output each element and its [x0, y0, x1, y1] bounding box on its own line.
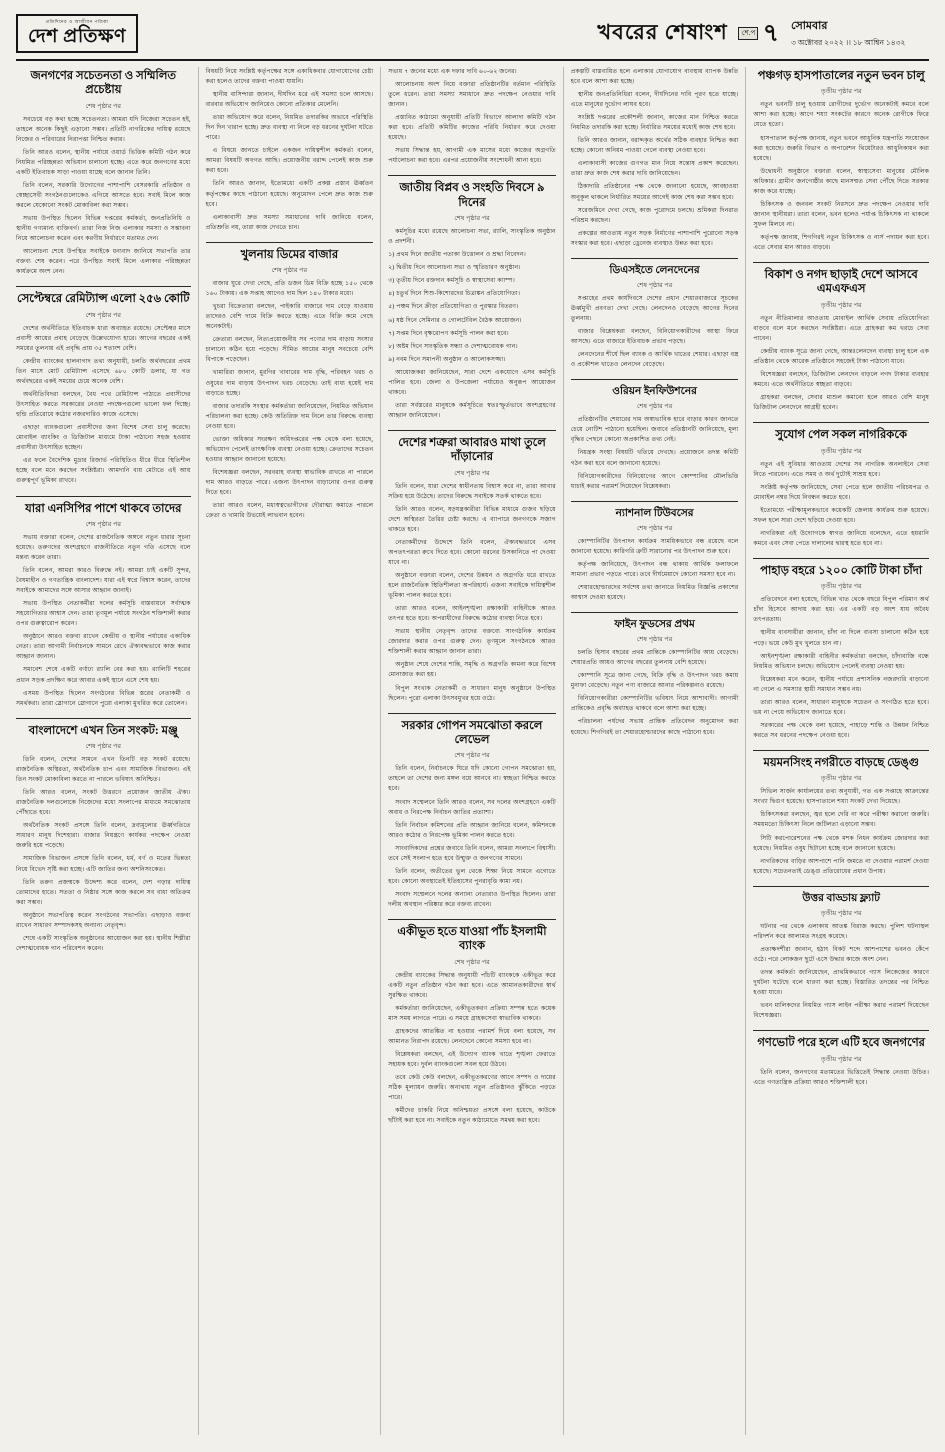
article-fine-foods: [571, 618, 739, 738]
headline: ফাইন ফুডসের প্রথম: [614, 619, 695, 631]
paragraph: স্থানীয় ব্যবসায়ীরা জানান, চাঁদা না দিলে ব্যবসা চালানো কঠিন হয়ে পড়ে। ভয়ে কেউ মুখ খুলতে চান না।: [753, 629, 929, 647]
article-body: [16, 533, 191, 709]
article-body: [388, 971, 556, 1127]
column-5: [746, 67, 929, 1435]
paragraph: কর্তৃপক্ষ জানিয়েছে, উৎপাদন বন্ধ থাকায় আর্থিক ফলাফলে সামান্য প্রভাব পড়তে পারে। তবে দীর্ঘমেয়াদে কোনো সমস্যা হবে না।: [570, 560, 739, 578]
article-body: [388, 764, 556, 910]
article-body: [571, 415, 739, 491]
byline: শেষ পৃষ্ঠার পর: [85, 102, 121, 110]
article-hill-extortion: [753, 564, 929, 741]
list-item: ৮) অষ্টম দিনে সাংস্কৃতিক সন্ধ্যা ও দেশাত্মবোধক গান।: [388, 342, 518, 350]
paragraph: শেষে একটি সাংস্কৃতিক অনুষ্ঠানের আয়োজন করা হয়। স্থানীয় শিল্পীরা দেশাত্মবোধক গান পরিবেশন করেন।: [16, 934, 191, 952]
list-item: ৪) চতুর্থ দিনে শিশু-কিশোরদের চিত্রাঙ্কন প্রতিযোগিতা।: [388, 290, 520, 298]
article-body: [753, 460, 929, 549]
paragraph: অনুষ্ঠানে বক্তারা বলেন, দেশের উন্নয়ন ও অগ্রগতি ধরে রাখতে হলে রাজনৈতিক স্থিতিশীলতা অপরিহার্য। এজন্য সবাইকে দায়িত্বশীল ভূমিকা পালন করতে হবে।: [388, 572, 556, 600]
article-citizen-opportunity: [753, 428, 929, 549]
paragraph: ঘটনার পর থেকে এলাকায় আতঙ্ক বিরাজ করছে। পুলিশ ঘটনাস্থল পরিদর্শন করে আলামত সংগ্রহ করেছে।: [753, 922, 929, 940]
column-1: [16, 67, 199, 1435]
headline: যারা এনসিপির পাশে থাকবে তাদের: [25, 502, 182, 515]
paragraph: সভায় স্থানীয় নেতৃবৃন্দ তাদের বক্তব্যে সাংগঠনিক কার্যক্রম জোরদার করার ওপর গুরুত্ব দেন। তৃণমূলে সংগঠনকে আরও শক্তিশালী করার আহ্বান জানান তারা।: [388, 628, 556, 656]
paragraph: নেতাকর্মীদের উদ্দেশে তিনি বলেন, ঐক্যবদ্ধভাবে এসব অপতৎপরতা রুখে দিতে হবে। কোনো ধরনের উসকানিতে পা দেওয়া যাবে না।: [388, 538, 556, 566]
paragraph: সভায় বক্তারা বলেন, দেশের রাজনৈতিক অঙ্গনে নতুন ধারার সূচনা হয়েছে। তরুণদের অংশগ্রহণে রাজনীতিতে নতুন গতি এসেছে বলে মন্তব্য করেন তারা।: [16, 533, 191, 561]
paragraph: নতুন নীতিমালার আওতায় মোবাইল আর্থিক সেবায় প্রতিযোগিতা বাড়বে বলে মনে করছেন সংশ্লিষ্টরা। এতে গ্রাহকরা কম খরচে সেবা পাবেন।: [753, 314, 929, 342]
article-panchagarh-hospital: [753, 69, 929, 253]
article-referendum: [753, 1036, 929, 1087]
divider: [206, 242, 374, 243]
headline: জাতীয় বিপ্লব ও সংহতি দিবসে ৯ দিনের: [399, 182, 545, 209]
paragraph: তিনি বলেন, নির্বাচনকে ঘিরে যদি কোনো গোপন সমঝোতা হয়, তাহলে তা দেশের জন্য মঙ্গল বয়ে আনবে না। স্বচ্ছতা নিশ্চিত করতে হবে।: [388, 765, 556, 793]
article-body: [388, 67, 556, 166]
article-body: [753, 922, 929, 1021]
paragraph: প্রকল্পের আওতায় নতুন সড়ক নির্মাণের পাশাপাশি পুরোনো সড়ক সংস্কার করা হবে। এছাড়া ড্রেনেজ ব্যবস্থাও উন্নত করা হবে।: [570, 229, 739, 247]
byline: তৃতীয় পৃষ্ঠার পর: [820, 88, 862, 96]
divider: [571, 379, 739, 380]
byline: শেষ পৃষ্ঠার পর: [85, 311, 121, 319]
paragraph: এছাড়া ব্যাংকগুলো প্রবাসীদের জন্য বিশেষ সেবা চালু করেছে। মোবাইল ব্যাংকিং ও ডিজিটাল মাধ্যমে টাকা পাঠানো সহজ হওয়ায় প্রবাসীরা উৎসাহিত হচ্ছেন।: [16, 424, 191, 452]
headline: একীভূত হতে যাওয়া পাঁচ ইসলামী ব্যাংক: [397, 925, 547, 953]
article-body: [753, 314, 929, 413]
paragraph: প্রতিবেদনে বলা হয়েছে, বিভিন্ন খাত থেকে বছরে বিপুল পরিমাণ অর্থ চাঁদা হিসেবে আদায় করা হয়। এর একটি বড় অংশ যায় অবৈধ তৎপরতায়।: [753, 596, 929, 624]
paragraph: কেন্দ্রীয় ব্যাংক সূত্রে জানা গেছে, আন্তঃলেনদেন ব্যবস্থা চালু হলে এক প্রতিষ্ঠান থেকে আরেক প্রতিষ্ঠানে সহজেই টাকা পাঠানো যাবে।: [753, 347, 929, 365]
headline: পাহাড় বহরে ১২০০ কোটি টাকা চাঁদা: [760, 564, 923, 577]
headline: ডিএসইতে লেনদেনের: [609, 264, 700, 276]
paragraph: বিষয়টি নিয়ে সংশ্লিষ্ট কর্তৃপক্ষের সঙ্গে একাধিকবার যোগাযোগের চেষ্টা করা হলেও তাদের বক্তব্য পাওয়া যায়নি।: [205, 68, 374, 86]
list-item: ১) প্রথম দিনে জাতীয় পতাকা উত্তোলন ও শ্রদ্ধা নিবেদন।: [388, 251, 526, 259]
list-item: ২) দ্বিতীয় দিনে আলোচনা সভা ও স্মৃতিচারণ অনুষ্ঠান।: [388, 264, 521, 272]
article-body: [753, 1068, 929, 1088]
paragraph: সভায় সিদ্ধান্ত হয়, আগামী এক মাসের মধ্যে কাজের অগ্রগতি পর্যালোচনা করা হবে। এরপর প্রয়োজনীয় সংশোধনী আনা হবে।: [388, 147, 556, 165]
paragraph: পরিচালনা পর্ষদের সভায় প্রান্তিক প্রতিবেদন অনুমোদন করা হয়েছে। শিগগিরই তা শেয়ারহোল্ডারদের কাছে পাঠানো হবে।: [570, 718, 739, 736]
paragraph: সংবাদ সম্মেলনে তিনি আরও বলেন, সব দলের অংশগ্রহণে একটি অবাধ ও নিরপেক্ষ নির্বাচন জাতির প্রত্যাশা।: [388, 798, 556, 816]
paragraph: তিনি বলেন, যারা দেশের স্বাধীনতায় বিশ্বাস করে না, তারা আবার সক্রিয় হয়ে উঠেছে। তাদের বিরুদ্ধে সবাইকে সতর্ক থাকতে হবে।: [388, 482, 556, 500]
paragraph: তবে কেউ কেউ বলছেন, একীভূতকরণের আগে সম্পদ ও দায়ের সঠিক মূল্যায়ন জরুরি। অন্যথায় নতুন প্রতিষ্ঠানও ঝুঁকিতে পড়তে পারে।: [388, 1074, 556, 1102]
paragraph: দেশের অর্থনীতিতে ইতিবাচক ধারা অব্যাহত রয়েছে। সেপ্টেম্বর মাসে প্রবাসী আয়ের প্রবাহ বেড়েছে উল্লেখযোগ্য হারে। আগের বছরের একই সময়ের তুলনায় এই প্রবৃদ্ধি প্রায় ৩৫ শতাংশ বেশি।: [16, 324, 191, 352]
paragraph: কর্মসূচির মধ্যে রয়েছে আলোচনা সভা, র‌্যালি, সাংস্কৃতিক অনুষ্ঠান ও প্রদর্শনী।: [388, 228, 556, 246]
column-2: [199, 67, 382, 1435]
paragraph: চিকিৎসকরা বলছেন, জ্বর হলে দেরি না করে পরীক্ষা করানো জরুরি। সময়মতো চিকিৎসা নিলে জটিলতা এড়ানো সম্ভব।: [753, 811, 929, 829]
headline: ময়মনসিংহ নগরীতে বাড়ছে ডেঙ্গু: [763, 756, 919, 769]
paragraph: অনুষ্ঠানে আরও বক্তব্য রাখেন কেন্দ্রীয় ও স্থানীয় পর্যায়ের একাধিক নেতা। তারা আগামী নির্বাচনকে সামনে রেখে ঐক্যবদ্ধভাবে কাজ করার আহ্বান জানান।: [16, 633, 191, 661]
paragraph: স্থানীয় জনপ্রতিনিধিরা বলেন, দীর্ঘদিনের দাবি পূরণ হতে যাচ্ছে। এতে মানুষের দুর্ভোগ লাঘব হবে।: [570, 91, 739, 109]
article-body: [571, 67, 739, 249]
byline: শেষ পৃষ্ঠার পর: [636, 281, 673, 289]
paragraph: সংবাদ সম্মেলনে দলের অন্যান্য নেতারাও উপস্থিত ছিলেন। তারা দলীয় অবস্থান পরিষ্কার করে বক্তব্য রাখেন।: [388, 890, 556, 908]
paragraph: ভবন মালিকদের নিয়মিত গ্যাস লাইন পরীক্ষা করার পরামর্শ দিয়েছেন বিশেষজ্ঞরা।: [753, 1002, 929, 1020]
page-number-wrap: [738, 21, 779, 46]
paragraph: ঠিকাদারি প্রতিষ্ঠানের পক্ষ থেকে জানানো হয়েছে, আবহাওয়া অনুকূল থাকলে নির্ধারিত সময়ের আগেই কাজ শেষ করা সম্ভব হবে।: [570, 183, 739, 201]
byline: শেষ পৃষ্ঠার পর: [636, 524, 673, 532]
paragraph: নাগরিকরা এই উদ্যোগকে স্বাগত জানিয়ে বলেছেন, এতে হয়রানি কমবে এবং সেবা পেতে দালালের দ্বারস্থ হতে হবে না।: [753, 529, 929, 547]
paragraph: উদ্বোধনী অনুষ্ঠানে বক্তারা বলেন, স্বাস্থ্যসেবা মানুষের মৌলিক অধিকার। গ্রামীণ জনগোষ্ঠীর কাছে মানসম্মত সেবা পৌঁছে দিতে সরকার কাজ করে যাচ্ছে।: [753, 167, 929, 195]
paragraph: নতুন এই সুবিধার আওতায় দেশের সব নাগরিক অনলাইনে সেবা নিতে পারবেন। এতে সময় ও অর্থ দুটোই সাশ্রয় হবে।: [753, 460, 929, 478]
paragraph: ক্রেতারা বলছেন, নিত্যপ্রয়োজনীয় সব পণ্যের দাম বাড়ায় সংসার চালানো কঠিন হয়ে পড়েছে। সীমিত আয়ের মানুষ সবচেয়ে বেশি বিপাকে পড়েছেন।: [205, 336, 374, 364]
paragraph: সভায় উপস্থিত ছিলেন বিভিন্ন দপ্তরের কর্মকর্তা, জনপ্রতিনিধি ও স্থানীয় গণ্যমান্য ব্যক্তিবর্গ। তারা নিজ নিজ এলাকার সমস্যা ও সম্ভাবনা নিয়ে আলোচনা করেন এবং করণীয় নির্ধারণে মতামত দেন।: [16, 215, 191, 243]
paragraph: সভায় উপস্থিত নেতাকর্মীরা দলের কর্মসূচি বাস্তবায়নে সর্বাত্মক সহযোগিতার আশ্বাস দেন। তারা তৃণমূল পর্যায়ে সংগঠন শক্তিশালী করার ওপর গুরুত্বারোপ করেন।: [16, 600, 191, 628]
article-dse: [571, 264, 739, 370]
paragraph: কেন্দ্রীয় ব্যাংকের হালনাগাদ তথ্য অনুযায়ী, চলতি অর্থবছরের প্রথম তিন মাসে মোট রেমিট্যান্স এসেছে ৬৮০ কোটি ডলার, যা গত অর্থবছরের একই সময়ের চেয়ে অনেক বেশি।: [16, 357, 191, 386]
headline: জনগণের সচেতনতা ও সম্মিলিত প্রচেষ্টায়: [30, 70, 177, 97]
newspaper-logo: [16, 14, 138, 53]
article-body: [753, 595, 929, 741]
paragraph: কর্মীদের চাকরি নিয়ে অনিশ্চয়তা প্রসঙ্গে বলা হয়েছে, কাউকে ছাঁটাই করা হবে না। সবাইকে নতুন কাঠামোতে সমন্বয় করা হবে।: [388, 1107, 556, 1125]
paragraph: শেয়ারহোল্ডারদের সর্বশেষ তথ্য জানাতে নিয়মিত বিজ্ঞপ্তি প্রকাশের আশ্বাস দেওয়া হয়েছে।: [570, 583, 739, 602]
article-body: [753, 100, 929, 253]
divider: [753, 886, 929, 887]
paragraph: নিয়ন্ত্রক সংস্থা বিষয়টি খতিয়ে দেখছে। প্রয়োজনে তদন্ত কমিটি গঠন করা হবে বলে জানানো হয়েছে।: [570, 449, 739, 467]
paragraph: এ বিষয়ে জানতে চাইলে একজন দায়িত্বশীল কর্মকর্তা বলেন, আমরা বিষয়টি অবগত আছি। প্রয়োজনীয় বরাদ্দ পেলেই কাজ শুরু করা হবে।: [205, 147, 374, 175]
paragraph: এসময় উপস্থিত ছিলেন সংগঠনের বিভিন্ন স্তরের নেতাকর্মী ও সমর্থকরা। তারা স্লোগানে স্লোগানে পুরো এলাকা মুখরিত করে তোলেন।: [16, 689, 191, 707]
article-continuation-d1: [571, 67, 739, 249]
divider: [753, 1030, 929, 1031]
headline: উত্তর বাড্ডায় ফ্ল্যাট: [802, 892, 880, 904]
divider: [753, 422, 929, 423]
article-ncp: [16, 502, 191, 709]
headline: বিকাশ ও নগদ ছাড়াই দেশে আসবে এমএফএস: [764, 269, 918, 296]
byline: শেষ পৃষ্ঠার পর: [454, 752, 490, 760]
section-title: খবরের শেষাংশ: [597, 20, 728, 44]
section-title-wrap: [138, 16, 738, 51]
paragraph: তিনি আরও জানান, বরাদ্দকৃত অর্থের সঠিক ব্যবহার নিশ্চিত করা হচ্ছে। কোনো অনিয়ম পাওয়া গেলে ব্যবস্থা নেওয়া হবে।: [570, 137, 739, 155]
paragraph: তিনি বলেন, জনগণের মতামতের ভিত্তিতেই সিদ্ধান্ত নেওয়া উচিত। এতে গণতান্ত্রিক প্রক্রিয়া আরও শক্তিশালী হবে।: [753, 1068, 929, 1086]
paragraph: বিশ্লেষকরা মনে করেন, স্থানীয় পর্যায়ে প্রশাসনিক নজরদারি বাড়ানো না গেলে এ সমস্যার স্থায়ী সমাধান সম্ভব নয়।: [753, 675, 929, 693]
article-body: [206, 279, 374, 521]
article-orion-infusion: [571, 385, 739, 491]
article-body: [16, 324, 191, 487]
paragraph: তারা অভিযোগ করে বলেন, নিয়মিত তদারকির অভাবে পরিস্থিতি দিন দিন খারাপ হচ্ছে। দ্রুত ব্যবস্থা না নিলে বড় ধরনের দুর্ঘটনা ঘটতে পারে।: [205, 114, 374, 142]
headline: বাংলাদেশে এখন তিন সংকট: মঞ্জু: [28, 724, 178, 737]
divider: [571, 501, 739, 502]
masthead: [16, 14, 929, 61]
paragraph: আলোচনায় অংশ নিয়ে বক্তারা প্রতিষ্ঠানটির বর্তমান পরিস্থিতি তুলে ধরেন। তারা সমস্যা সমাধানে দ্রুত পদক্ষেপ নেওয়ার দাবি জানান।: [388, 81, 556, 109]
paragraph: বিনিয়োগকারীদের বিনিয়োগের আগে কোম্পানির মৌলভিত্তি যাচাই করার পরামর্শ দিয়েছেন বিশ্লেষকরা।: [570, 472, 739, 490]
byline: তৃতীয় পৃষ্ঠার পর: [820, 1055, 862, 1063]
paragraph: তিনি বলেন, অতীতের ভুল থেকে শিক্ষা নিয়ে সামনে এগোতে হবে। কোনো অবস্থাতেই ইতিহাসের পুনরাবৃত্তি কাম্য নয়।: [388, 867, 556, 885]
divider: [753, 750, 929, 751]
paragraph: লেনদেনের শীর্ষে ছিল ব্যাংক ও আর্থিক খাতের শেয়ার। এছাড়া বস্ত্র ও প্রকৌশল খাতেও লেনদেন বেড়েছে।: [570, 351, 739, 369]
article-body: [388, 482, 556, 704]
headline: ন্যাশনাল টিউবসের: [615, 507, 694, 519]
article-body: [753, 787, 929, 876]
paragraph: অনুষ্ঠানে সভাপতিত্ব করেন সংগঠনের সভাপতি। এছাড়াও বক্তব্য রাখেন সাধারণ সম্পাদকসহ অন্যান্য নেতৃবৃন্দ।: [16, 911, 191, 929]
byline: শেষ পৃষ্ঠার পর: [636, 403, 673, 411]
list-item: ৬) ষষ্ঠ দিনে সেমিনার ও গোলটেবিল বৈঠক আয়োজন।: [388, 316, 522, 324]
paragraph: স্থানীয় বাসিন্দারা জানান, দীর্ঘদিন ধরে এই সমস্যা চলে আসছে। বারবার অভিযোগ জানিয়েও কোনো প্রতিকার মেলেনি।: [205, 91, 374, 109]
divider: [753, 262, 929, 263]
article-body: [16, 755, 191, 954]
headline: সরকার গোপন সমঝোতা করলে লেভেল: [401, 719, 543, 746]
article-enemies: [388, 436, 556, 704]
divider: [571, 258, 739, 259]
column-4: [564, 67, 747, 1435]
divider: [388, 430, 556, 431]
list-item: ৫) পঞ্চম দিনে ক্রীড়া প্রতিযোগিতা ও পুরস্কার বিতরণ।: [388, 303, 519, 311]
byline: শেষ পৃষ্ঠার পর: [636, 636, 673, 644]
divider: [388, 175, 556, 176]
article-national-revolution-day: [388, 181, 556, 421]
paragraph: বিনিয়োগকারীরা কোম্পানিটির ভবিষ্যৎ নিয়ে আশাবাদী। আগামী প্রান্তিকেও প্রবৃদ্ধি অব্যাহত থাকবে বলে আশা করা হচ্ছে।: [570, 695, 739, 713]
paragraph: বাজার বিশ্লেষকরা বলছেন, বিনিয়োগকারীদের আস্থা ফিরে আসছে। এতে বাজারে ইতিবাচক প্রভাব পড়ছে।: [570, 328, 739, 346]
paragraph: বিশেষজ্ঞরা বলছেন, সরবরাহ ব্যবস্থা স্বাভাবিক রাখতে না পারলে দাম আরও বাড়তে পারে। এজন্য উৎপাদন বাড়ানোর ওপর গুরুত্ব দিতে হবে।: [205, 468, 374, 496]
paragraph: অর্থনীতিবিদরা বলছেন, বৈধ পথে রেমিট্যান্স পাঠাতে প্রবাসীদের উৎসাহিত করতে সরকারের নেওয়া পদক্ষেপগুলো ভালো ফল দিচ্ছে। হুন্ডি প্রতিরোধে কঠোর নজরদারিও কাজে এসেছে।: [16, 391, 191, 419]
page-stamp: শে.প: [738, 27, 758, 41]
article-uttar-badda-flat: [753, 892, 929, 1022]
article-continuation-b1: [206, 67, 374, 233]
paragraph: তিনি আরও জানান, ইতোমধ্যে একটি প্রকল্প প্রস্তাব ঊর্ধ্বতন কর্তৃপক্ষের কাছে পাঠানো হয়েছে। অনুমোদন পেলে দ্রুত কাজ শুরু হবে।: [205, 180, 374, 208]
article-continuation-c1: [388, 67, 556, 166]
byline: শেষ পৃষ্ঠার পর: [85, 520, 121, 528]
paragraph: খুচরা বিক্রেতারা বলছেন, পাইকারি বাজারে দাম বেড়ে যাওয়ায় তাদেরও বেশি দামে বিক্রি করতে হচ্ছে। এতে বিক্রি কমে গেছে অনেকটাই।: [205, 303, 374, 331]
list-item: ৭) সপ্তম দিনে বৃক্ষরোপণ কর্মসূচি পালন করা হবে।: [388, 329, 509, 337]
article-body: [16, 115, 191, 278]
byline: শেষ পৃষ্ঠার পর: [85, 743, 121, 751]
column-grid: [16, 67, 929, 1435]
headline: পঞ্চগড় হাসপাতালের নতুন ভবন চালু: [757, 70, 925, 82]
list-item: ৩) তৃতীয় দিনে রক্তদান কর্মসূচি ও স্বাস্থ্যসেবা ক্যাম্প।: [388, 277, 515, 285]
paragraph: তদন্ত কর্মকর্তা জানিয়েছেন, প্রাথমিকভাবে গ্যাস লিকেজের কারণে দুর্ঘটনা ঘটেছে বলে ধারণা করা হচ্ছে। বিস্তারিত তদন্তের পর নিশ্চিত হওয়া যাবে।: [753, 969, 929, 997]
logo-title: দেশ প্রতিক্ষণ: [28, 26, 126, 47]
article-secret-agreement: [388, 719, 556, 910]
paragraph: নতুন ভবনটি চালু হওয়ায় রোগীদের দুর্ভোগ অনেকটাই কমবে বলে আশা করা হচ্ছে। আগে শয্যা সংকটের কারণে অনেক রোগীকে ফিরে যেতে হতো।: [753, 101, 929, 129]
paragraph: কর্তৃপক্ষ জানায়, শিগগিরই নতুন চিকিৎসক ও নার্স পদায়ন করা হবে। এতে সেবার মান আরও বাড়বে।: [753, 233, 929, 251]
paragraph: ভোক্তা অধিকার সংরক্ষণ অধিদপ্তরের পক্ষ থেকে বলা হয়েছে, অভিযোগ পেলেই তাৎক্ষণিক ব্যবস্থা নেওয়া হচ্ছে। ক্রেতাদের সচেতন হওয়ার আহ্বান জানানো হয়েছে।: [205, 435, 374, 463]
paragraph: তারা আরও বলেন, সাধারণ মানুষকে সচেতন ও সংগঠিত হতে হবে। ভয় না পেয়ে অভিযোগ জানাতে হবে।: [753, 698, 929, 716]
paragraph: কোম্পানি সূত্রে জানা গেছে, বিক্রি বৃদ্ধি ও উৎপাদন খরচ কমায় মুনাফা বেড়েছে। নতুন পণ্য বাজারে আনার পরিকল্পনাও রয়েছে।: [570, 672, 739, 690]
paragraph: নাগরিকদের বাড়ির আশপাশে পানি জমতে না দেওয়ার পরামর্শ দেওয়া হয়েছে। সচেতনতাই ডেঙ্গু প্রতিরোধের প্রধান উপায়।: [753, 857, 929, 875]
paragraph: প্রস্তাবিত কাঠামো অনুযায়ী প্রতিটি বিভাগে আলাদা কমিটি গঠন করা হবে। প্রতিটি কমিটির কাজের পরিধি নির্ধারণ করে দেওয়া হয়েছে।: [388, 114, 556, 142]
paragraph: সংশ্লিষ্ট দপ্তরের প্রকৌশলী জানান, কাজের মান নিশ্চিত করতে নিয়মিত তদারকি করা হচ্ছে। নির্ধারিত সময়ের মধ্যেই কাজ শেষ হবে।: [570, 114, 739, 132]
article-national-tubes: [571, 507, 739, 603]
paragraph: কর্মকর্তারা জানিয়েছেন, একীভূতকরণ প্রক্রিয়া সম্পন্ন হতে কয়েক মাস সময় লাগতে পারে। এ সময়ে গ্রাহকসেবা স্বাভাবিক থাকবে।: [388, 1004, 556, 1022]
headline: খুলনায় ডিমের বাজার: [240, 248, 339, 261]
page-number: ৭: [762, 20, 779, 47]
paragraph: বিশ্লেষকরা বলছেন, এই উদ্যোগ ব্যাংক খাতে শৃঙ্খলা ফেরাতে সহায়ক হবে। দুর্বল ব্যাংকগুলো সবল হয়ে উঠবে।: [388, 1051, 556, 1069]
paragraph: সপ্তাহের প্রথম কার্যদিবসে দেশের প্রধান শেয়ারবাজারে সূচকের ঊর্ধ্বমুখী প্রবণতা দেখা গেছে। লেনদেনও বেড়েছে আগের দিনের তুলনায়।: [570, 294, 739, 322]
paragraph: বাজার ঘুরে দেখা গেছে, প্রতি ডজন ডিম বিক্রি হচ্ছে ১৫০ থেকে ১৬০ টাকায়। এক সপ্তাহ আগেও দাম ছিল ১৪০ টাকার মধ্যে।: [205, 280, 374, 298]
paragraph: খামারিরা জানান, মুরগির খাবারের দাম বৃদ্ধি, পরিবহন খরচ ও ওষুধের দাম বাড়ায় উৎপাদন খরচ বেড়েছে। তাই বাধ্য হয়েই দাম বাড়াতে হচ্ছে।: [205, 369, 374, 397]
byline: তৃতীয় পৃষ্ঠার পর: [820, 583, 862, 591]
paragraph: আলোচনা শেষে উপস্থিত সবাইকে ধন্যবাদ জানিয়ে সভাপতি তার বক্তব্য শেষ করেন। পরে উপস্থিত সবাই মিলে এলাকার পরিচ্ছন্নতা কার্যক্রমে অংশ নেন।: [16, 248, 191, 276]
paragraph: অর্থনৈতিক সংকট প্রসঙ্গে তিনি বলেন, দ্রব্যমূল্যের ঊর্ধ্বগতিতে সাধারণ মানুষ দিশেহারা। বাজার নিয়ন্ত্রণে কার্যকর পদক্ষেপ নেওয়া জরুরি হয়ে পড়েছে।: [16, 822, 191, 850]
paragraph: তিনি তরুণ প্রজন্মকে উদ্দেশ্য করে বলেন, দেশ গড়ার দায়িত্ব তোমাদের হাতে। সততা ও নিষ্ঠার সঙ্গে কাজ করলে সব বাধা অতিক্রম করা সম্ভব।: [16, 878, 191, 906]
paragraph: সামাজিক বিভাজন প্রসঙ্গে তিনি বলেন, ধর্ম, বর্ণ ও মতের ভিন্নতা নিয়ে বিভেদ সৃষ্টি করা হচ্ছে। এটি জাতির জন্য অশনিসংকেত।: [16, 855, 191, 873]
paragraph: সাংবাদিকদের প্রশ্নের জবাবে তিনি বলেন, আমরা সংলাপে বিশ্বাসী। তবে সেই সংলাপ হতে হবে উন্মুক্ত ও জনগণের সামনে।: [388, 844, 556, 862]
article-body: [571, 537, 739, 603]
list-item: ৯) নবম দিনে সমাপনী অনুষ্ঠান ও আলোকসজ্জা।: [388, 355, 506, 363]
article-jonogoner: [16, 69, 191, 277]
paragraph: তিনি আরও বলেন, স্থানীয় পর্যায়ে ওয়ার্ড ভিত্তিক কমিটি গঠন করে নিয়মিত পরিচ্ছন্নতা অভিযান চালানো হচ্ছে। এতে করে জনগণের মধ্যে একটি ইতিবাচক সাড়া পাওয়া যাচ্ছে বলে জানান তিনি।: [16, 148, 191, 176]
paragraph: বিশেষজ্ঞরা বলছেন, ডিজিটাল লেনদেন বাড়লে নগদ টাকার ব্যবহার কমবে। এতে অর্থনীতিতে স্বচ্ছতা বাড়বে।: [753, 371, 929, 389]
article-body: [571, 648, 739, 737]
divider: [753, 558, 929, 559]
headline: দেশের শত্রুরা আবারও মাথা তুলে দাঁড়ানোর: [398, 436, 546, 464]
paragraph: কোম্পানিটির উৎপাদন কার্যক্রম সাময়িকভাবে বন্ধ রয়েছে বলে জানানো হয়েছে। কারিগরি ত্রুটি সারানোর পর উৎপাদন শুরু হবে।: [570, 537, 739, 555]
article-body: [206, 67, 374, 233]
divider: [388, 919, 556, 920]
logo-tagline: প্রতিদিনের ও আজীবন পত্রিকা: [45, 19, 109, 24]
paragraph: চলতি হিসাব বছরের প্রথম প্রান্তিকে কোম্পানিটির আয় বেড়েছে। শেয়ারপ্রতি আয়ও আগের বছরের তুলনায় বেশি হয়েছে।: [570, 649, 739, 667]
article-body: [388, 227, 556, 421]
date-block: [779, 17, 929, 50]
divider: [388, 713, 556, 714]
paragraph: তিনি বলেন, আমরা কারও বিরুদ্ধে নই। আমরা চাই একটি সুন্দর, বৈষম্যহীন ও গণতান্ত্রিক বাংলাদেশ। যারা এই স্বপ্নে বিশ্বাস করেন, তাদের সবাইকে আমাদের সঙ্গে আসার আহ্বান জানাই।: [16, 567, 191, 595]
divider: [571, 612, 739, 613]
paragraph: সভায় ৭ জনের মধ্যে এক দফার দাবি ৬০-৬২ জনের।: [388, 68, 517, 75]
paragraph: তারা আরও বলেন, আইনশৃঙ্খলা রক্ষাকারী বাহিনীকে আরও তৎপর হতে হবে। অপরাধীদের বিরুদ্ধে কঠোর ব্যবস্থা নিতে হবে।: [388, 605, 556, 623]
article-body: [571, 294, 739, 370]
byline: শেষ পৃষ্ঠার পর: [454, 958, 490, 966]
paragraph: অনুষ্ঠান শেষে দেশের শান্তি, সমৃদ্ধি ও অগ্রগতি কামনা করে বিশেষ মোনাজাত করা হয়।: [388, 661, 556, 679]
paragraph: বিপুল সংখ্যক নেতাকর্মী ও সাধারণ মানুষ অনুষ্ঠানে উপস্থিত ছিলেন। পুরো এলাকা উৎসবমুখর হয়ে ওঠে।: [388, 684, 556, 702]
paragraph: ইতোমধ্যে পরীক্ষামূলকভাবে কয়েকটি জেলায় কার্যক্রম শুরু হয়েছে। সফল হলে সারা দেশে ছড়িয়ে দেওয়া হবে।: [753, 506, 929, 524]
paragraph: সরকারের পক্ষ থেকে বলা হয়েছে, পাহাড়ে শান্তি ও উন্নয়ন নিশ্চিত করতে সব ধরনের পদক্ষেপ নেওয়া হবে।: [753, 721, 929, 739]
byline: তৃতীয় পৃষ্ঠার পর: [820, 301, 862, 309]
paragraph: সবচেয়ে বড় কথা হচ্ছে সচেতনতা। আমরা যদি নিজেরা সচেতন হই, তাহলে অনেক কিছুই এড়ানো সম্ভব। প্রতিটি নাগরিকের দায়িত্ব রয়েছে নিজের ও পরিবারের নিরাপত্তা নিশ্চিত করার।: [16, 115, 191, 143]
paragraph: আইনশৃঙ্খলা রক্ষাকারী বাহিনীর কর্মকর্তারা বলছেন, চাঁদাবাজি বন্ধে নিয়মিত অভিযান চলছে। অভিযোগ পেলেই ব্যবস্থা নেওয়া হয়।: [753, 652, 929, 670]
byline: তৃতীয় পৃষ্ঠার পর: [820, 775, 862, 783]
headline: গণভোট পরে হলে এটি হবে জনগণের: [757, 1037, 925, 1050]
byline: শেষ পৃষ্ঠার পর: [454, 469, 490, 477]
byline: শেষ পৃষ্ঠার পর: [271, 267, 308, 275]
article-dengue-mymensingh: [753, 756, 929, 877]
byline: তৃতীয় পৃষ্ঠার পর: [820, 447, 862, 455]
paragraph: সংশ্লিষ্ট কর্তৃপক্ষ জানিয়েছে, সেবা পেতে হলে জাতীয় পরিচয়পত্র ও মোবাইল নম্বর দিয়ে নিবন্ধন করতে হবে।: [753, 483, 929, 501]
paragraph: তারা আরও বলেন, মধ্যস্বত্বভোগীদের দৌরাত্ম্য কমাতে পারলে ক্রেতা ও খামারি উভয়েই লাভবান হবেন।: [205, 502, 374, 520]
divider: [16, 286, 191, 287]
paragraph: গ্রাহকরা বলছেন, সেবার মাশুল কমানো হলে আরও বেশি মানুষ ডিজিটাল লেনদেনে আগ্রহী হবেন।: [753, 394, 929, 412]
paragraph: এলাকাবাসী কাজের গুণগত মান নিয়ে সন্তোষ প্রকাশ করেছেন। তারা দ্রুত কাজ শেষ করার দাবি জানিয়েছেন।: [570, 160, 739, 178]
article-three-crisis: [16, 724, 191, 954]
paragraph: বাজার তদারকি সংস্থার কর্মকর্তারা জানিয়েছেন, নিয়মিত অভিযান পরিচালনা করা হচ্ছে। কেউ অতিরিক্ত দাম নিলে তার বিরুদ্ধে ব্যবস্থা নেওয়া হবে।: [205, 402, 374, 430]
paragraph: এর ফলে বৈদেশিক মুদ্রার রিজার্ভ পরিস্থিতিও ধীরে ধীরে স্থিতিশীল হচ্ছে বলে মনে করছেন সংশ্লিষ্টরা। আমদানি ব্যয় মেটাতে এই আয় গুরুত্বপূর্ণ ভূমিকা রাখবে।: [16, 457, 191, 485]
byline: তৃতীয় পৃষ্ঠার পর: [820, 909, 862, 917]
paragraph: এলাকাবাসী দ্রুত সমস্যা সমাধানের দাবি জানিয়ে বলেন, প্রতিশ্রুতি নয়, তারা কাজ দেখতে চান।: [205, 213, 374, 231]
divider: [16, 496, 191, 497]
byline: শেষ পৃষ্ঠার পর: [454, 215, 490, 223]
paragraph: সরেজমিনে দেখা গেছে, কাজ পুরোদমে চলছে। শ্রমিকরা দিনরাত পরিশ্রম করছেন।: [570, 206, 739, 224]
paragraph: তিনি বলেন, দেশের সামনে এখন তিনটি বড় সংকট রয়েছে। রাজনৈতিক অস্থিরতা, অর্থনৈতিক চাপ এবং সামাজিক বিভাজন। এই তিন সংকট মোকাবিলা করতে না পারলে ভবিষ্যৎ অনিশ্চিত।: [16, 756, 191, 784]
paragraph: তিনি আরও বলেন, ষড়যন্ত্রকারীরা বিভিন্ন মাধ্যমে গুজব ছড়িয়ে দেশে অস্থিরতা তৈরির চেষ্টা করছে। এ ব্যাপারে জনগণকে সজাগ থাকতে হবে।: [388, 505, 556, 533]
paragraph: আয়োজকরা জানিয়েছেন, সারা দেশে একযোগে এসব কর্মসূচি পালিত হবে। জেলা ও উপজেলা পর্যায়েও অনুরূপ আয়োজন থাকবে।: [388, 368, 556, 396]
date-line: ৩ অক্টোবর ২০২২ ।। ১৮ আশ্বিন ১৪৩২: [791, 38, 906, 47]
paragraph: প্রত্যক্ষদর্শীরা জানান, হঠাৎ বিকট শব্দে আশপাশের ভবনও কেঁপে ওঠে। পরে লোকজন ছুটে এসে উদ্ধার কাজে অংশ নেন।: [753, 945, 929, 963]
paragraph: তিনি বলেন, সরকারি উদ্যোগের পাশাপাশি বেসরকারি প্রতিষ্ঠান ও স্বেচ্ছাসেবী সংগঠনগুলোকেও এগিয়ে আসতে হবে। সবাই মিলে কাজ করলে যেকোনো সংকট মোকাবিলা করা সম্ভব।: [16, 182, 191, 210]
paragraph: প্রকল্পটি বাস্তবায়িত হলে এলাকার যোগাযোগ ব্যবস্থায় ব্যাপক উন্নতি হবে বলে আশা করা হচ্ছে।: [570, 68, 739, 86]
article-mfs: [753, 268, 929, 413]
paragraph: কেন্দ্রীয় ব্যাংকের সিদ্ধান্ত অনুযায়ী পাঁচটি ব্যাংককে একীভূত করে একটি নতুন প্রতিষ্ঠান গঠন করা হবে। এতে আমানতকারীদের স্বার্থ সুরক্ষিত থাকবে।: [388, 971, 556, 999]
paragraph: সিটি করপোরেশনের পক্ষ থেকে মশক নিধন কার্যক্রম জোরদার করা হয়েছে। নিয়মিত ওষুধ ছিটানো হচ্ছে বলে জানানো হয়েছে।: [753, 834, 929, 852]
paragraph: তিনি আরও বলেন, সংকট উত্তরণে প্রয়োজন জাতীয় ঐক্য। রাজনৈতিক দলগুলোকে নিজেদের মধ্যে সংলাপের মাধ্যমে সমঝোতায় পৌঁছাতে হবে।: [16, 789, 191, 817]
paragraph: চিকিৎসক ও জনবল সংকট নিরসনে দ্রুত পদক্ষেপ নেওয়ার দাবি জানান স্থানীয়রা। তারা বলেন, ভবন হলেও পর্যাপ্ত চিকিৎসক না থাকলে সুফল মিলবে না।: [753, 200, 929, 228]
article-egg-market: [206, 248, 374, 521]
headline: সুযোগ পেল সকল নাগরিককে: [775, 429, 908, 442]
paragraph: তারা সর্বস্তরের মানুষকে কর্মসূচিতে স্বতঃস্ফূর্তভাবে অংশগ্রহণের আহ্বান জানিয়েছেন।: [388, 401, 556, 419]
paragraph: গ্রাহকদের আতঙ্কিত না হওয়ার পরামর্শ দিয়ে বলা হয়েছে, সব আমানত নিরাপদ রয়েছে। লেনদেনে কোনো সমস্যা হবে না।: [388, 1027, 556, 1045]
article-remittance: [16, 292, 191, 486]
article-islamic-banks-merger: [388, 925, 556, 1126]
paragraph: সমাবেশ শেষে একটি বর্ণাঢ্য র‌্যালি বের করা হয়। র‌্যালিটি শহরের প্রধান সড়ক প্রদক্ষিণ করে আবার একই স্থানে এসে শেষ হয়।: [16, 666, 191, 684]
headline: সেপ্টেম্বরে রেমিট্যান্স এলো ২৫৬ কোটি: [17, 293, 190, 306]
headline: ওরিয়ন ইনফিউশনের: [612, 386, 697, 398]
weekday: সোমবার: [791, 20, 828, 32]
paragraph: হাসপাতাল কর্তৃপক্ষ জানায়, নতুন ভবনে আধুনিক যন্ত্রপাতি সংযোজন করা হয়েছে। জরুরি বিভাগ ও অপারেশন থিয়েটারও আধুনিকায়ন করা হয়েছে।: [753, 134, 929, 162]
paragraph: প্রতিষ্ঠানটির শেয়ারের দাম অস্বাভাবিক হারে বাড়ার কারণ জানতে চেয়ে নোটিশ পাঠানো হয়েছিল। জবাবে প্রতিষ্ঠানটি জানিয়েছে, মূল্য বৃদ্ধির পেছনে কোনো অপ্রকাশিত তথ্য নেই।: [570, 416, 739, 444]
paragraph: তিনি নির্বাচন কমিশনের প্রতি আহ্বান জানিয়ে বলেন, কমিশনকে আরও কঠোর ও নিরপেক্ষ ভূমিকা পালন করতে হবে।: [388, 821, 556, 839]
divider: [16, 718, 191, 719]
column-3: [381, 67, 564, 1435]
paragraph: সিভিল সার্জন কার্যালয়ের তথ্য অনুযায়ী, গত এক সপ্তাহে আক্রান্তের সংখ্যা দ্বিগুণ হয়েছে। হাসপাতালে শয্যা সংকট দেখা দিয়েছে।: [753, 788, 929, 806]
